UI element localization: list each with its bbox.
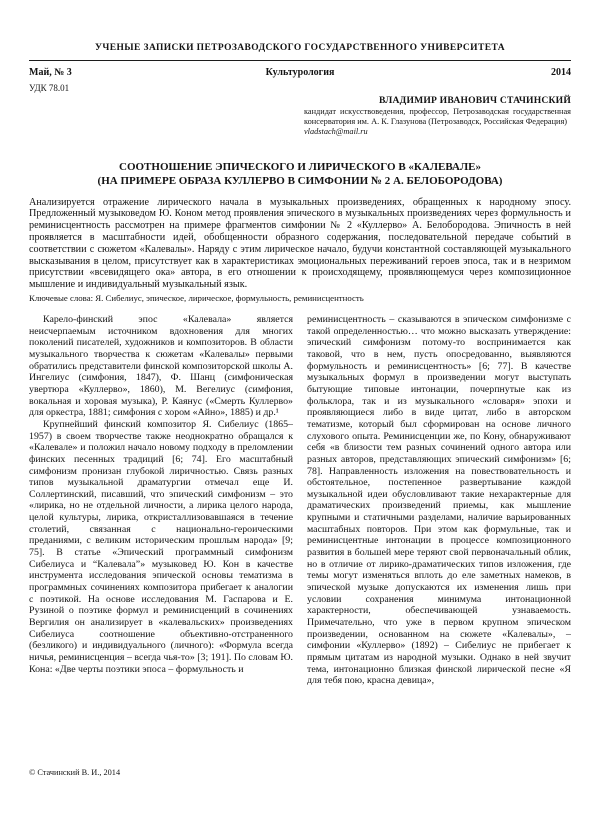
article-title-line2: (НА ПРИМЕРЕ ОБРАЗА КУЛЛЕРВО В СИМФОНИИ № 2 А. БЕЛОБОРОДОВА) xyxy=(97,174,503,187)
journal-title: УЧЕНЫЕ ЗАПИСКИ ПЕТРОЗАВОДСКОГО ГОСУДАРСТВЕННОГО УНИВЕРСИТЕТА xyxy=(95,43,505,53)
body-column-left xyxy=(29,314,293,750)
issue-month-number: Май, № 3 xyxy=(29,67,72,78)
keywords-line: Ключевые слова: Я. Сибелиус, эпическое, лирическое, формульность, реминисцентность xyxy=(29,292,364,303)
author-block xyxy=(304,95,571,137)
abstract-text: Анализируется отражение лирического начала в музыкальных произведениях, обращенных к народному эпосу. Предложенный музыковедом Ю. Коном метод проявления эпического в музыкальных произведениях через формульность и реминисцентность рассмотрен на примере фрагментов симфонии № 2 «Куллерво» А. Белобородова. Эпичность в ней проявляется в масштабности идей, обобщенности образного содержания, последовательной передаче событий в соответствии с сюжетом «Калевалы». Наряду с этим лирическое начало, будучи константной составляющей музыкального высказывания в целом, присутствует как в характеристиках эмоциональных переживаний героев эпоса, так и в незримом присутствии «всевидящего ока» автора, в его отношении к происходящему, проявляющемуся через композиционное мышление и индивидуальный музыкальный язык. xyxy=(29,196,571,291)
issue-row xyxy=(29,67,571,78)
author-affiliation: кандидат искусствоведения, профессор, Петрозаводская государственная консерватория им. А. К. Глазунова (Петрозаводск, Российская Федерация) xyxy=(304,107,571,126)
author-name: ВЛАДИМИР ИВАНОВИЧ СТАЧИНСКИЙ xyxy=(378,95,571,106)
article-title-line1: СООТНОШЕНИЕ ЭПИЧЕСКОГО И ЛИРИЧЕСКОГО В «КАЛЕВАЛЕ» xyxy=(119,160,481,173)
udk-code: УДК 78.01 xyxy=(29,83,70,93)
journal-section: Культурология xyxy=(265,67,335,78)
copyright-note: © Стачинский В. И., 2014 xyxy=(29,768,121,777)
article-title xyxy=(29,160,571,188)
body-paragraph: Карело-финский эпос «Калевала» является неисчерпаемым источником вдохновения для многих поколений писателей, художников и композиторов. В области музыкального творчества к сюжетам «Калевалы» первыми обратились представители финской композиторской школы А. Ингелиус (симфония, 1847), Ф. Шанц (симфоническая увертюра «Куллерво», 1860), М. Вегелиус (симфония, вокальная и хоровая музыка), Р. Каянус («Смерть Куллерво» для оркестра, 1881; симфония с хором «Айно», 1885) и др.¹ xyxy=(29,313,293,419)
author-email: vladstach@mail.ru xyxy=(304,126,368,136)
body-column-right xyxy=(307,314,571,750)
issue-year: 2014 xyxy=(551,67,571,78)
body-columns xyxy=(29,314,571,750)
header-divider xyxy=(29,60,571,61)
body-paragraph: Крупнейший финский композитор Я. Сибелиус (1865–1957) в своем творчестве также неоднократно обращался к «Калевале» и положил начало новому подходу в преломлении финских песенных традиций [6; 74]. Его масштабный симфонизм пронизан глубокой лиричностью. Связь разных типов музыкальной драматургии отмечал еще И. Соллертинский, писавший, что эпический симфонизм – это «лирика, но не отдельной личности, а лирика целого народа, целой культуры, лирика, откристаллизовавшаяся в течение столетий, связанная с национально-героическими преданиями, с великим историческим прошлым народа» [9; 75]. В статье «Эпический программный симфонизм Сибелиуса и “Калевала”» музыковед Ю. Кон в качестве инструмента исследования эпической основы тематизма в программных сочинениях композитора прибегает к аналогии с поэтикой. На основе исследования М. Гаспарова и Е. Рузиной о поэтике формул и реминисценций в сочинениях Вергилия он анализирует в «калевальских» произведениях Сибелиуса соотношение объективно-отстраненного (безликого) и индивидуального (личного): «Формула всегда ничья, реминисценция – всегда чья-то» [3; 191]. По словам Ю. Кона: «Две черты поэтики эпоса – формульность и xyxy=(29,418,293,675)
body-paragraph: реминисцентность – сказываются в эпическом симфонизме с такой определенностью… что можно высказать утверждение: эпический симфонизм потому-то воспринимается как таковой, что в нем, пусть опосредованно, выявляются формульность и реминисцентность» [6; 77]. В качестве музыкальных формул в произведении могут выступать бытующие типовые интонации, почерпнутые как из фольклора, так и из музыкального «словаря» эпохи и проявляющиеся либо в виде цитат, либо в авторском тематизме, который был сформирован на основе личного слухового опыта. Реминисценции же, по Кону, обнаруживают себя «в близости тем разных сочинений одного автора или разных авторов, представляющих эпический симфонизм» [6; 78]. Направленность изложения на повествовательность и обстоятельное, постепенное развертывание каждой музыкальной идеи обусловливают такие нехарактерные для драматических произведений приемы, как мышление крупными и статичными разделами, наличие варьированных масштабных повторов. При этом как формульные, так и реминисцентные интонации в процессе композиционного развития в большей мере теряют свой первоначальный облик, но в отличие от лирико-драматических типов изложения, где темы могут изменяться вплоть до еле заметных намеков, в эпической музыке допускаются их изменения лишь при условии сохранения минимума интонационной характерности, обеспечивающей узнаваемость. Примечательно, что уже в первом крупном эпическом произведении, основанном на сюжете «Калевалы», – симфонии «Куллерво» (1892) – Сибелиус не прибегает к прямым цитатам из народной музыки. Однако в ней звучит тема, интонационно близкая финской лирической песне «Я для тебя пою, красна девица», xyxy=(307,313,571,687)
